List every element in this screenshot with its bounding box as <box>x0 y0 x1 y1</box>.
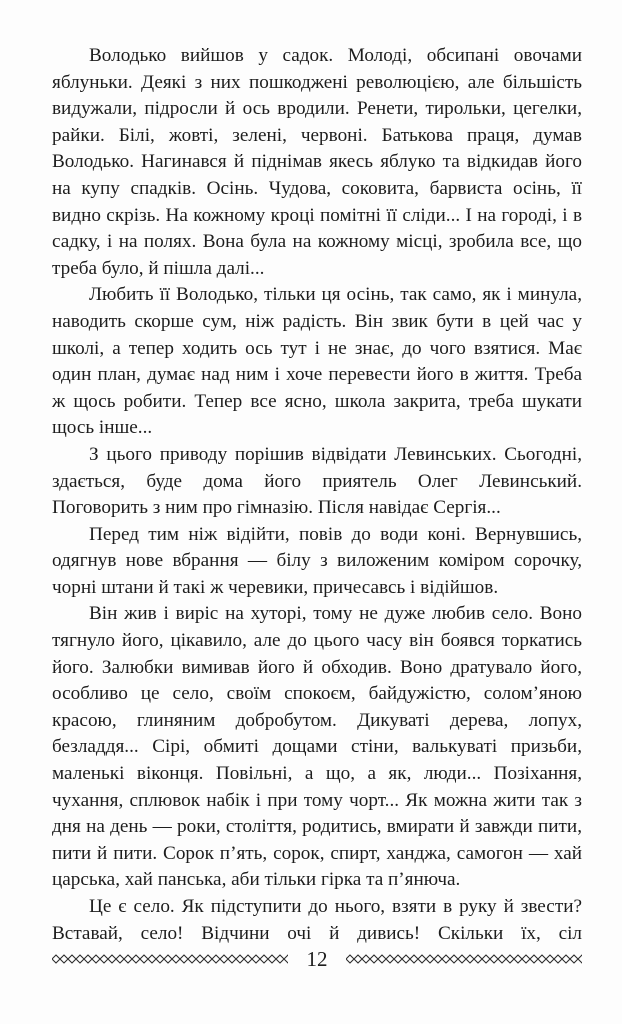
paragraph-3: З цього приводу порішив відвідати Левинських. Сьогодні, здається, буде дома його приятель Олег Левинський. Поговорить з ним про гімназію. Після навідає Сергія... <box>52 443 582 519</box>
left-ornament-icon <box>52 953 288 965</box>
paragraph-5: Він жив і виріс на хуторі, тому не дуже любив село. Воно тягнуло його, цікавило, але до цього часу він боявся торкатись його. Залюбки вимивав його й обходив. Воно дратувало його, особливо це село, своїм спокоєм, байдужістю, солом’яною красою, глиняним добробутом. Дикуваті дерева, лопух, безладдя... Сірі, обмиті дощами стіни, валькуваті призьби, маленькі віконця. Повільні, а що, а як, люди... Позіхання, чухання, сплювок набік і при тому чорт... Як можна жити так з дня на день — роки, століття, родитись, вмирати й завжди пити, пити й пити. Сорок п’ять, сорок, спирт, ханджа, самогон — хай царська, хай панська, аби тільки гірка та п’янюча. <box>52 603 582 891</box>
right-ornament-icon <box>346 953 582 965</box>
page-body-text <box>52 43 582 947</box>
page-number: 12 <box>306 946 328 971</box>
paragraph-4: Перед тим ніж відійти, повів до води коні. Вернувшись, одягнув нове вбрання — білу з виложеним коміром сорочку, чорні штани й такі ж черевики, причесавсь і відійшов. <box>52 523 582 598</box>
page-footer <box>52 944 582 974</box>
paragraph-2: Любить її Володько, тільки ця осінь, так само, як і минула, наводить скорше сум, ніж радість. Він звик бути в цей час у школі, а тепер ходить ось тут і не знає, до чого взятися. Має один план, думає над ним і хоче перевести його в життя. Треба ж щось робити. Тепер все ясно, школа закрита, треба шукати щось інше... <box>52 284 582 439</box>
paragraph-6: Це є село. Як підступити до нього, взяти в руку й звести? Вставай, село! Відчини очі й дивись! Скільки їх, сіл <box>52 896 582 944</box>
paragraph-1: Володько вийшов у садок. Молоді, обсипані овочами яблуньки. Деякі з них пошкоджені революцією, але більшість видужали, підросли й ось вродили. Ренети, тирольки, цегелки, райки. Білі, жовті, зелені, червоні. Батькова праця, думав Володько. Нагинався й піднімав якесь яблуко та відкидав його на купу спадків. Осінь. Чудова, соковита, барвиста осінь, її видно скрізь. На кожному кроці помітні її сліди... І на городі, і в садку, і на полях. Вона була на кожному місці, зробила все, що треба було, й пішла далі... <box>52 45 582 279</box>
